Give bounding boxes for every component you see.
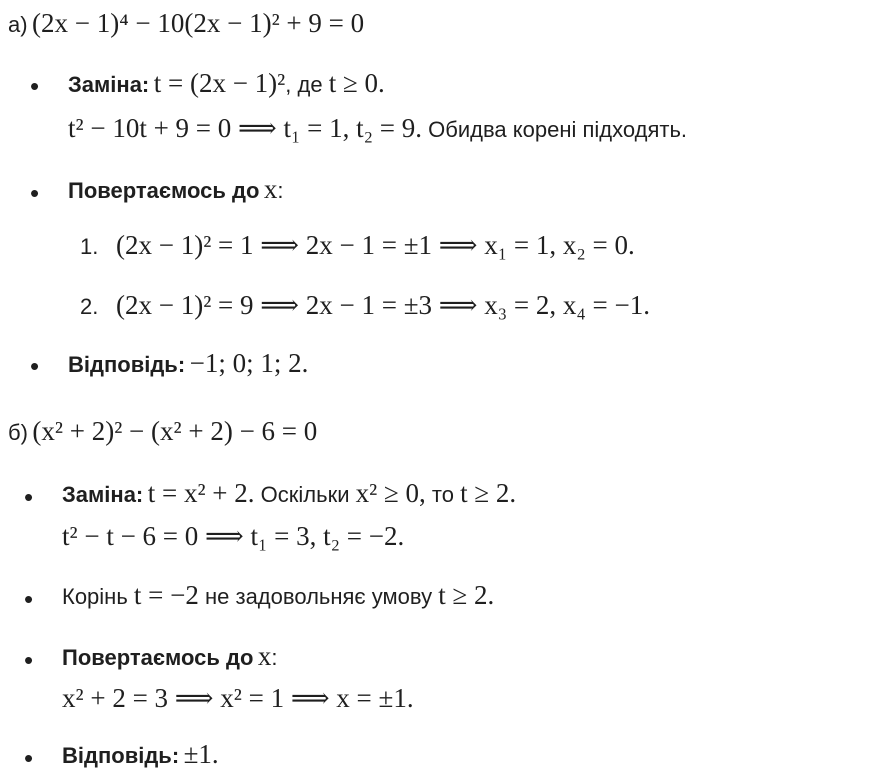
part-a-answer [68,350,308,377]
bullet-icon: • [30,351,40,381]
part-a-equation: (2x − 1)⁴ − 10(2x − 1)² + 9 = 0 [32,8,365,38]
part-a-label: а) [8,12,28,37]
case-1 [116,232,635,259]
substitution-expr: t = x² + 2. [147,478,255,508]
answer-label: Відповідь: [62,743,180,768]
return-colon: : [277,178,284,203]
part-b-return [62,643,278,670]
quadratic-equation: t² − 10t + 9 = 0 ⟹ t₁ = 1, t₂ = 9. [68,113,423,143]
return-colon: : [271,645,278,670]
substitution-expr: t = (2x − 1)² [153,68,286,98]
case-number: 2. [80,294,99,319]
case-number: 1. [80,234,99,259]
part-b-answer [62,741,219,768]
answer-value: −1; 0; 1; 2. [189,348,309,378]
substitution-condition-2: t ≥ 2. [460,478,517,508]
part-a-quadratic [68,115,687,142]
return-label: Повертаємось до [62,645,254,670]
bullet-icon: • [24,584,34,614]
bullet-icon: • [24,743,34,773]
part-b-return-equation [62,685,414,712]
case-expr: (2x − 1)² = 1 ⟹ 2x − 1 = ±1 ⟹ x₁ = 1, x₂ = 0. [116,230,635,260]
part-a-return [68,176,284,203]
substitution-mid-text: Оскільки [254,482,356,507]
part-b-root-note [62,582,494,609]
bullet-icon: • [24,482,34,512]
part-b-substitution [62,480,516,507]
return-equation: x² + 2 = 3 ⟹ x² = 1 ⟹ x = ±1. [62,683,414,713]
root-note-expr: t = −2 [133,580,199,610]
case-expr: (2x − 1)² = 9 ⟹ 2x − 1 = ±3 ⟹ x₃ = 2, x₄ = −1. [116,290,650,320]
substitution-label: Заміна: [68,72,150,97]
root-note-condition: t ≥ 2. [438,580,495,610]
part-b-equation: (x² + 2)² − (x² + 2) − 6 = 0 [32,416,318,446]
answer-value: ±1. [183,739,219,769]
quadratic-equation: t² − t − 6 = 0 ⟹ t₁ = 3, t₂ = −2. [62,521,405,551]
roots-note: Обидва корені підходять. [422,117,688,142]
part-a-substitution [68,70,385,97]
substitution-condition: t ≥ 0. [328,68,385,98]
part-b-heading [8,418,317,445]
bullet-icon: • [30,71,40,101]
substitution-mid-text: , де [285,72,329,97]
root-note-text-1: Корінь [62,584,134,609]
case-2 [116,292,650,319]
return-var: x [263,174,278,204]
answer-label: Відповідь: [68,352,186,377]
part-b-label: б) [8,420,28,445]
substitution-label: Заміна: [62,482,144,507]
bullet-icon: • [24,645,34,675]
part-a-heading [8,10,364,37]
root-note-text-2: не задовольняє умову [198,584,439,609]
substitution-condition-1: x² ≥ 0, [355,478,426,508]
substitution-mid-text-2: то [425,482,461,507]
return-label: Повертаємось до [68,178,260,203]
bullet-icon: • [30,178,40,208]
part-b-quadratic [62,523,404,550]
return-var: x [257,641,272,671]
